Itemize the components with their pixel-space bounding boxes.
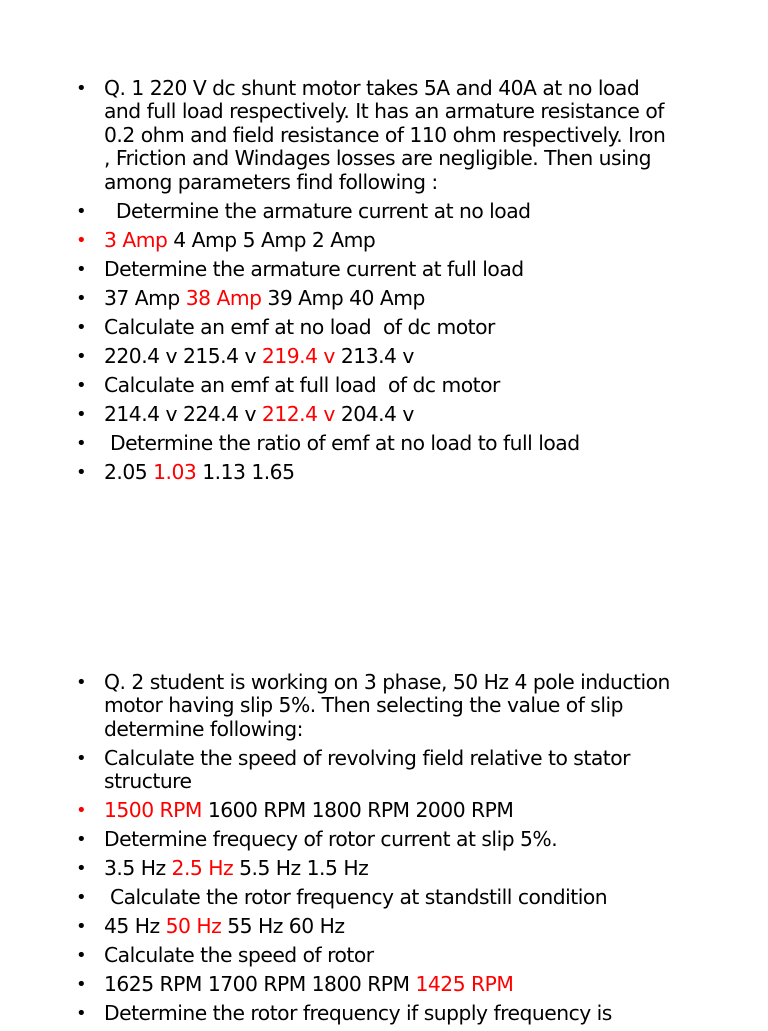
bullet-dot-icon: • — [76, 672, 87, 693]
bullet-item — [76, 747, 676, 794]
bullet-text: Determine the armature current at full load — [104, 256, 524, 281]
bullet-text: Calculate the speed of revolving field relative to stator structure — [104, 745, 636, 794]
bullet-text: Calculate the speed of rotor — [104, 943, 374, 968]
bullet-text: Calculate an emf at no load of dc motor — [104, 314, 495, 339]
bullet-dot-icon: • — [76, 200, 87, 222]
answer-highlight-text: 219.4 v — [261, 343, 335, 368]
bullet-dot-icon: • — [76, 747, 87, 769]
bullet-item — [76, 671, 676, 741]
bullet-item — [76, 973, 676, 996]
question-2-block — [76, 671, 676, 1031]
bullet-text: 5.5 Hz 1.5 Hz — [233, 856, 369, 881]
bullet-item — [76, 200, 676, 223]
bullet-item — [76, 316, 676, 339]
bullet-item — [76, 258, 676, 281]
bullet-item — [76, 403, 676, 426]
bullet-dot-icon: • — [76, 374, 87, 396]
bullet-text: Q. 2 student is working on 3 phase, 50 Hz 4 pole induction motor having slip 5%. Then selecting the value of slip determine following: — [104, 670, 676, 741]
bullet-dot-icon: • — [76, 403, 87, 425]
bullet-text: 220.4 v 215.4 v — [104, 343, 262, 368]
bullet-dot-icon: • — [76, 829, 87, 851]
bullet-dot-icon: • — [76, 461, 87, 483]
bullet-dot-icon: • — [76, 258, 87, 280]
bullet-item — [76, 287, 676, 310]
bullet-dot-icon: • — [76, 1003, 87, 1025]
bullet-item — [76, 77, 676, 194]
bullet-text: 37 Amp — [104, 285, 186, 310]
bullet-text: Determine the ratio of emf at no load to full load — [104, 430, 580, 455]
question-1-block — [76, 77, 676, 490]
bullet-text: Determine frequecy of rotor current at slip 5%. — [104, 827, 558, 852]
bullet-dot-icon: • — [76, 916, 87, 938]
bullet-item — [76, 944, 676, 967]
bullet-item — [76, 886, 676, 909]
bullet-text: 1600 RPM 1800 RPM 2000 RPM — [201, 798, 514, 823]
bullet-dot-icon: • — [76, 945, 87, 967]
bullet-item — [76, 345, 676, 368]
bullet-text: 2.05 — [104, 459, 154, 484]
bullet-dot-icon: • — [76, 345, 87, 367]
answer-highlight-text: 38 Amp — [185, 285, 262, 310]
bullet-item — [76, 1002, 676, 1025]
bullet-item — [76, 857, 676, 880]
bullet-dot-icon: • — [76, 858, 87, 880]
bullet-text: 204.4 v — [334, 401, 414, 426]
bullet-dot-icon: • — [76, 229, 87, 251]
answer-highlight-text: 50 Hz — [165, 914, 222, 939]
bullet-item — [76, 432, 676, 455]
bullet-text: 4 Amp 5 Amp 2 Amp — [167, 227, 376, 252]
bullet-item — [76, 374, 676, 397]
bullet-dot-icon: • — [76, 974, 87, 996]
bullet-item — [76, 799, 676, 822]
answer-highlight-text: 1500 RPM — [104, 798, 202, 823]
bullet-text: 1.13 1.65 — [196, 459, 295, 484]
bullet-dot-icon: • — [76, 432, 87, 454]
bullet-text: 39 Amp 40 Amp — [261, 285, 425, 310]
bullet-text: 1625 RPM 1700 RPM 1800 RPM — [104, 972, 416, 997]
bullet-text: Determine the armature current at no load — [104, 198, 531, 223]
bullet-item — [76, 915, 676, 938]
bullet-text: 214.4 v 224.4 v — [104, 401, 262, 426]
bullet-dot-icon: • — [76, 887, 87, 909]
bullet-text: Calculate the rotor frequency at standstill condition — [104, 885, 608, 910]
bullet-text: 45 Hz — [104, 914, 166, 939]
bullet-text: 213.4 v — [334, 343, 414, 368]
answer-highlight-text: 1.03 — [153, 459, 197, 484]
bullet-dot-icon: • — [76, 287, 87, 309]
bullet-dot-icon: • — [76, 316, 87, 338]
bullet-text: Q. 1 220 V dc shunt motor takes 5A and 40A at no load and full load respectively. It has an armature resistance of 0.2 ohm and field resistance of 110 ohm respectively. Iron , Friction and Windages losses are negligible. Then using among parameters find following : — [104, 76, 672, 194]
bullet-item — [76, 828, 676, 851]
answer-highlight-text: 212.4 v — [261, 401, 335, 426]
bullet-dot-icon: • — [76, 78, 87, 99]
bullet-text: Determine the rotor frequency if supply frequency is — [104, 1001, 612, 1026]
answer-highlight-text: 3 Amp — [104, 227, 168, 252]
bullet-dot-icon: • — [76, 800, 87, 822]
bullet-item — [76, 229, 676, 252]
answer-highlight-text: 2.5 Hz — [171, 856, 234, 881]
answer-highlight-text: 1425 RPM — [415, 972, 514, 997]
bullet-text: Calculate an emf at full load of dc motor — [104, 372, 500, 397]
bullet-item — [76, 461, 676, 484]
bullet-text: 55 Hz 60 Hz — [221, 914, 345, 939]
bullet-text: 3.5 Hz — [104, 856, 172, 881]
